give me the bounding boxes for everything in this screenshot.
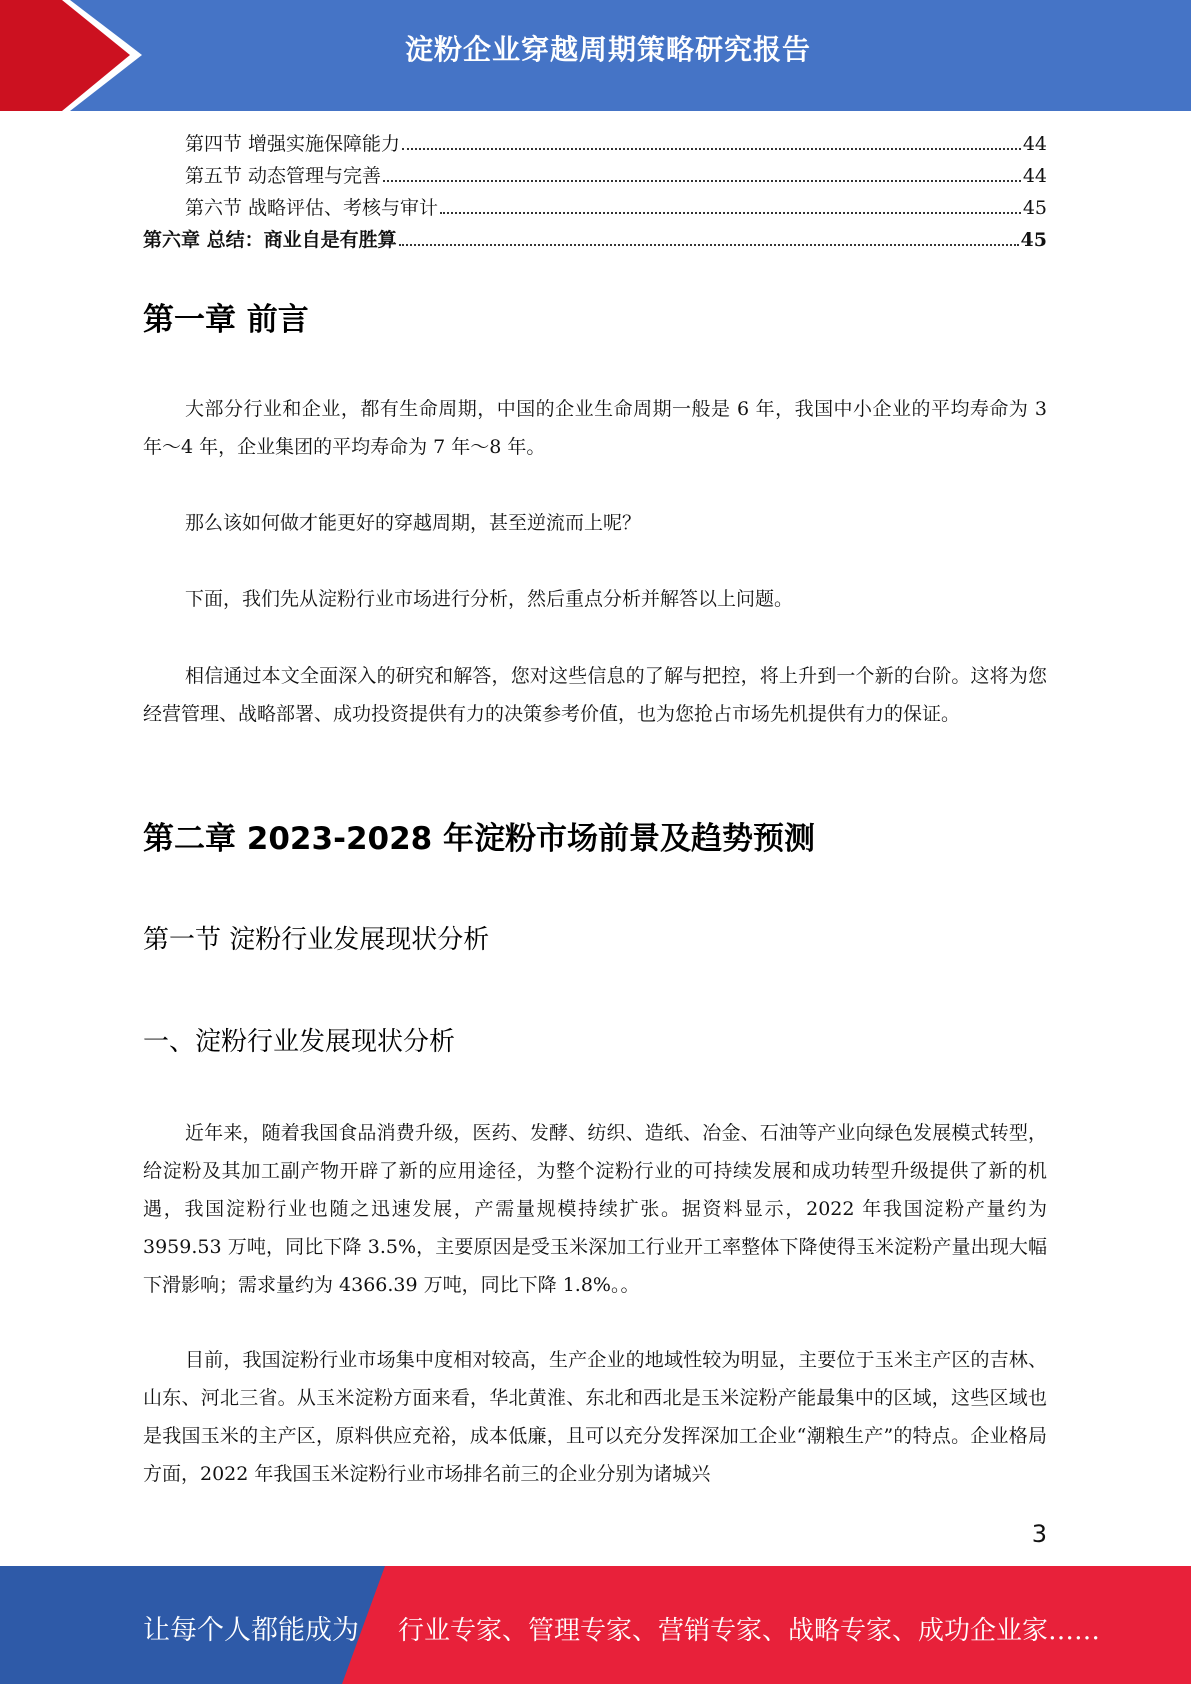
toc-dot-leader: [440, 212, 1021, 214]
chapter-1-heading: 第一章 前言: [143, 302, 309, 338]
paragraph: 目前，我国淀粉行业市场集中度相对较高，生产企业的地域性较为明显，主要位于玉米主产区的吉林、山东、河北三省。从玉米淀粉方面来看，华北黄淮、东北和西北是玉米淀粉产能最集中的区域，这些区域也是我国玉米的主产区，原料供应充裕，成本低廉，且可以充分发挥深加工企业“潮粮生产”的特点。企业格局方面，2022 年我国玉米淀粉行业市场排名前三的企业分别为诸城兴: [143, 1349, 1047, 1485]
toc-entry-page: 45: [1020, 229, 1047, 251]
toc-entry-label: 第六章 总结：商业自是有胜算: [143, 229, 397, 251]
toc-entry[interactable]: [143, 160, 1047, 192]
toc-entry[interactable]: [143, 128, 1047, 160]
subsection-heading: 一、淀粉行业发展现状分析: [143, 1027, 456, 1057]
toc-entry-label: 第四节 增强实施保障能力: [185, 133, 401, 155]
report-title: 淀粉企业穿越周期策略研究报告: [404, 33, 811, 66]
toc-entry-label: 第六节 战略评估、考核与审计: [185, 197, 439, 219]
paragraph: 下面，我们先从淀粉行业市场进行分析，然后重点分析并解答以上问题。: [185, 588, 794, 610]
paragraph: 近年来，随着我国食品消费升级，医药、发酵、纺织、造纸、冶金、石油等产业向绿色发展模式转型，给淀粉及其加工副产物开辟了新的应用途径，为整个淀粉行业的可持续发展和成功转型升级提供了新的机遇，我国淀粉行业也随之迅速发展，产需量规模持续扩张。据资料显示，2022 年我国淀粉产量约为 3959.53 万吨，同比下降 3.5%，主要原因是受玉米深加工行业开工率整体下降使得玉米淀粉产量出现大幅下滑影响；需求量约为 4366.39 万吨，同比下降 1.8%。。: [143, 1122, 1047, 1296]
toc-entry-chapter[interactable]: [143, 224, 1047, 256]
paragraph: 那么该如何做才能更好的穿越周期，甚至逆流而上呢？: [185, 512, 642, 534]
section-heading: 第一节 淀粉行业发展现状分析: [143, 925, 490, 955]
paragraph: 相信通过本文全面深入的研究和解答，您对这些信息的了解与把控，将上升到一个新的台阶。这将为您经营管理、战略部署、成功投资提供有力的决策参考价值，也为您抢占市场先机提供有力的保证。: [143, 665, 1047, 725]
footer-slogan-left: 让每个人都能成为: [143, 1615, 359, 1646]
toc-dot-leader: [399, 244, 1019, 246]
toc-entry-page: 44: [1022, 133, 1047, 155]
toc-entry-page: 45: [1022, 197, 1047, 219]
toc-entry-page: 44: [1022, 165, 1047, 187]
table-of-contents: [143, 128, 1047, 256]
chapter-2-heading: 第二章 2023-2028 年淀粉市场前景及趋势预测: [143, 821, 816, 857]
toc-dot-leader: [402, 148, 1021, 150]
page-footer: [0, 1566, 1191, 1684]
paragraph: 大部分行业和企业，都有生命周期，中国的企业生命周期一般是 6 年，我国中小企业的平均寿命为 3 年～4 年，企业集团的平均寿命为 7 年～8 年。: [143, 398, 1047, 458]
toc-dot-leader: [383, 180, 1021, 182]
footer-slogan-right: 行业专家、管理专家、营销专家、战略专家、成功企业家……: [398, 1616, 1101, 1646]
page-header: [0, 0, 1191, 111]
toc-entry[interactable]: [143, 192, 1047, 224]
toc-entry-label: 第五节 动态管理与完善: [185, 165, 382, 187]
page-number: 3: [1031, 1520, 1047, 1548]
